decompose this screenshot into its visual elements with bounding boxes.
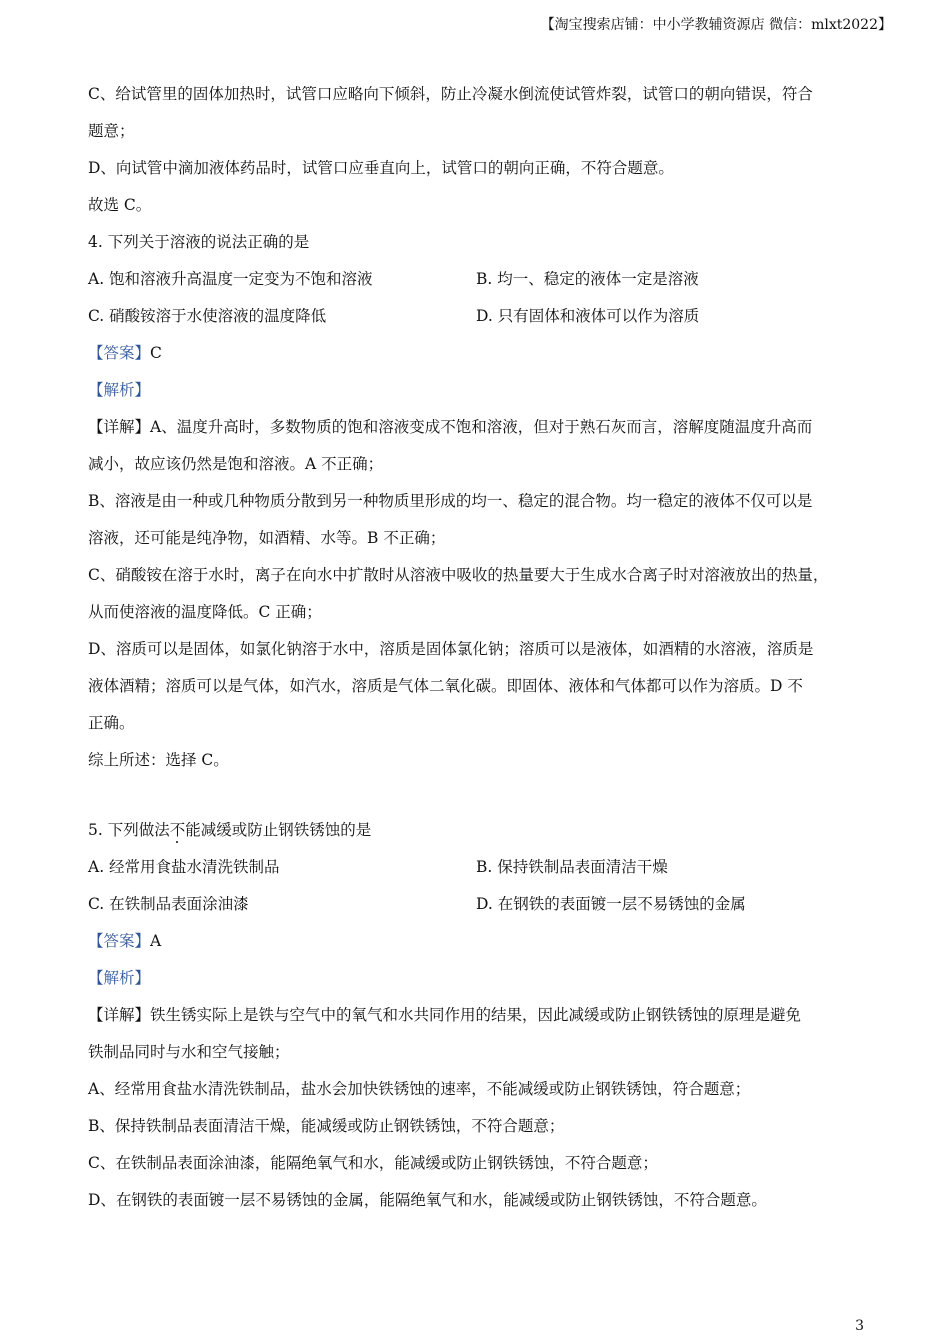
q5-answer [88,923,864,960]
q5-detail-intro1 [88,997,864,1034]
q5-stem-before: 5. 下列做法 [88,821,170,839]
answer-value: C [150,344,162,362]
q5-detail-c: C、在铁制品表面涂油漆，能隔绝氧气和水，能减缓或防止钢铁锈蚀，不符合题意； [88,1154,658,1172]
q4-detail-a2: 减小，故应该仍然是饱和溶液。A 不正确； [88,455,384,473]
answer-tag: 【答案】 [88,932,151,950]
document-body [88,76,864,1219]
q4-analysis [88,372,864,409]
detail-text: A、温度升高时，多数物质的饱和溶液变成不饱和溶液，但对于熟石灰而言，溶解度随温度升高而 [150,418,813,436]
prev-option-c-line2: 题意； [88,122,135,140]
q5-option-c: C. 在铁制品表面涂油漆 [88,895,249,913]
prev-conclusion: 故选 C。 [88,196,152,214]
q5-options-row1 [88,849,864,886]
q4-option-d: D. 只有固体和液体可以作为溶质 [476,307,700,325]
q5-detail-intro2: 铁制品同时与水和空气接触； [88,1043,290,1061]
page-number: 3 [855,1318,864,1334]
q4-option-a: A. 饱和溶液升高温度一定变为不饱和溶液 [88,270,373,288]
detail-text: 铁生锈实际上是铁与空气中的氧气和水共同作用的结果，因此减缓或防止钢铁锈蚀的原理是避免 [150,1006,802,1024]
q4-detail-b2: 溶液，还可能是纯净物，如酒精、水等。B 不正确； [88,529,446,547]
q5-detail-d: D、在钢铁的表面镀一层不易锈蚀的金属，能隔绝氧气和水，能减缓或防止钢铁锈蚀，不符合题意。 [88,1191,767,1209]
q4-answer [88,335,864,372]
q5-stem-after: 能减缓或防止钢铁锈蚀的是 [185,821,372,839]
q4-detail-b1: B、溶液是由一种或几种物质分散到另一种物质里形成的均一、稳定的混合物。均一稳定的液体不仅可以是 [88,492,813,510]
detail-tag: 【详解】 [88,418,151,436]
page-header: 【淘宝搜索店铺：中小学教辅资源店 微信：mlxt2022】 [540,17,892,33]
analysis-tag: 【解析】 [88,969,151,987]
q5-analysis [88,960,864,997]
q4-options-row1 [88,261,864,298]
q5-stem [88,812,864,849]
answer-tag: 【答案】 [88,344,151,362]
analysis-tag: 【解析】 [88,381,151,399]
detail-tag: 【详解】 [88,1006,151,1024]
q4-detail-d2: 液体酒精；溶质可以是气体，如汽水，溶质是气体二氧化碳。即固体、液体和气体都可以作为溶质。D 不 [88,677,803,695]
q4-options-row2 [88,298,864,335]
spacer [88,779,864,812]
q5-detail-a: A、经常用食盐水清洗铁制品，盐水会加快铁锈蚀的速率，不能减缓或防止钢铁锈蚀，符合题意； [88,1080,751,1098]
q4-detail-d1: D、溶质可以是固体，如氯化钠溶于水中，溶质是固体氯化钠；溶质可以是液体，如酒精的水溶液，溶质是 [88,640,814,658]
q5-detail-b: B、保持铁制品表面清洁干燥，能减缓或防止钢铁锈蚀，不符合题意； [88,1117,565,1135]
q4-detail-c1: C、硝酸铵在溶于水时，离子在向水中扩散时从溶液中吸收的热量要大于生成水合离子时对溶液放出的热量， [88,566,829,584]
q4-summary: 综上所述：选择 C。 [88,751,229,769]
prev-option-d: D、向试管中滴加液体药品时，试管口应垂直向上，试管口的朝向正确，不符合题意。 [88,159,674,177]
q4-detail-d3: 正确。 [88,714,135,732]
q4-detail-c2: 从而使溶液的温度降低。C 正确； [88,603,322,621]
q5-option-d: D. 在钢铁的表面镀一层不易锈蚀的金属 [476,895,746,913]
q5-option-b: B. 保持铁制品表面清洁干燥 [476,858,668,876]
emphasis-mark: 不 [169,821,186,839]
q4-option-b: B. 均一、稳定的液体一定是溶液 [476,270,699,288]
q5-options-row2 [88,886,864,923]
q5-option-a: A. 经常用食盐水清洗铁制品 [88,858,280,876]
q4-detail-a1 [88,409,864,446]
q4-option-c: C. 硝酸铵溶于水使溶液的温度降低 [88,307,327,325]
answer-value: A [150,932,162,950]
prev-option-c-line1: C、给试管里的固体加热时，试管口应略向下倾斜，防止冷凝水倒流使试管炸裂，试管口的朝向错误，符合 [88,85,813,103]
q4-stem: 4. 下列关于溶液的说法正确的是 [88,233,310,251]
